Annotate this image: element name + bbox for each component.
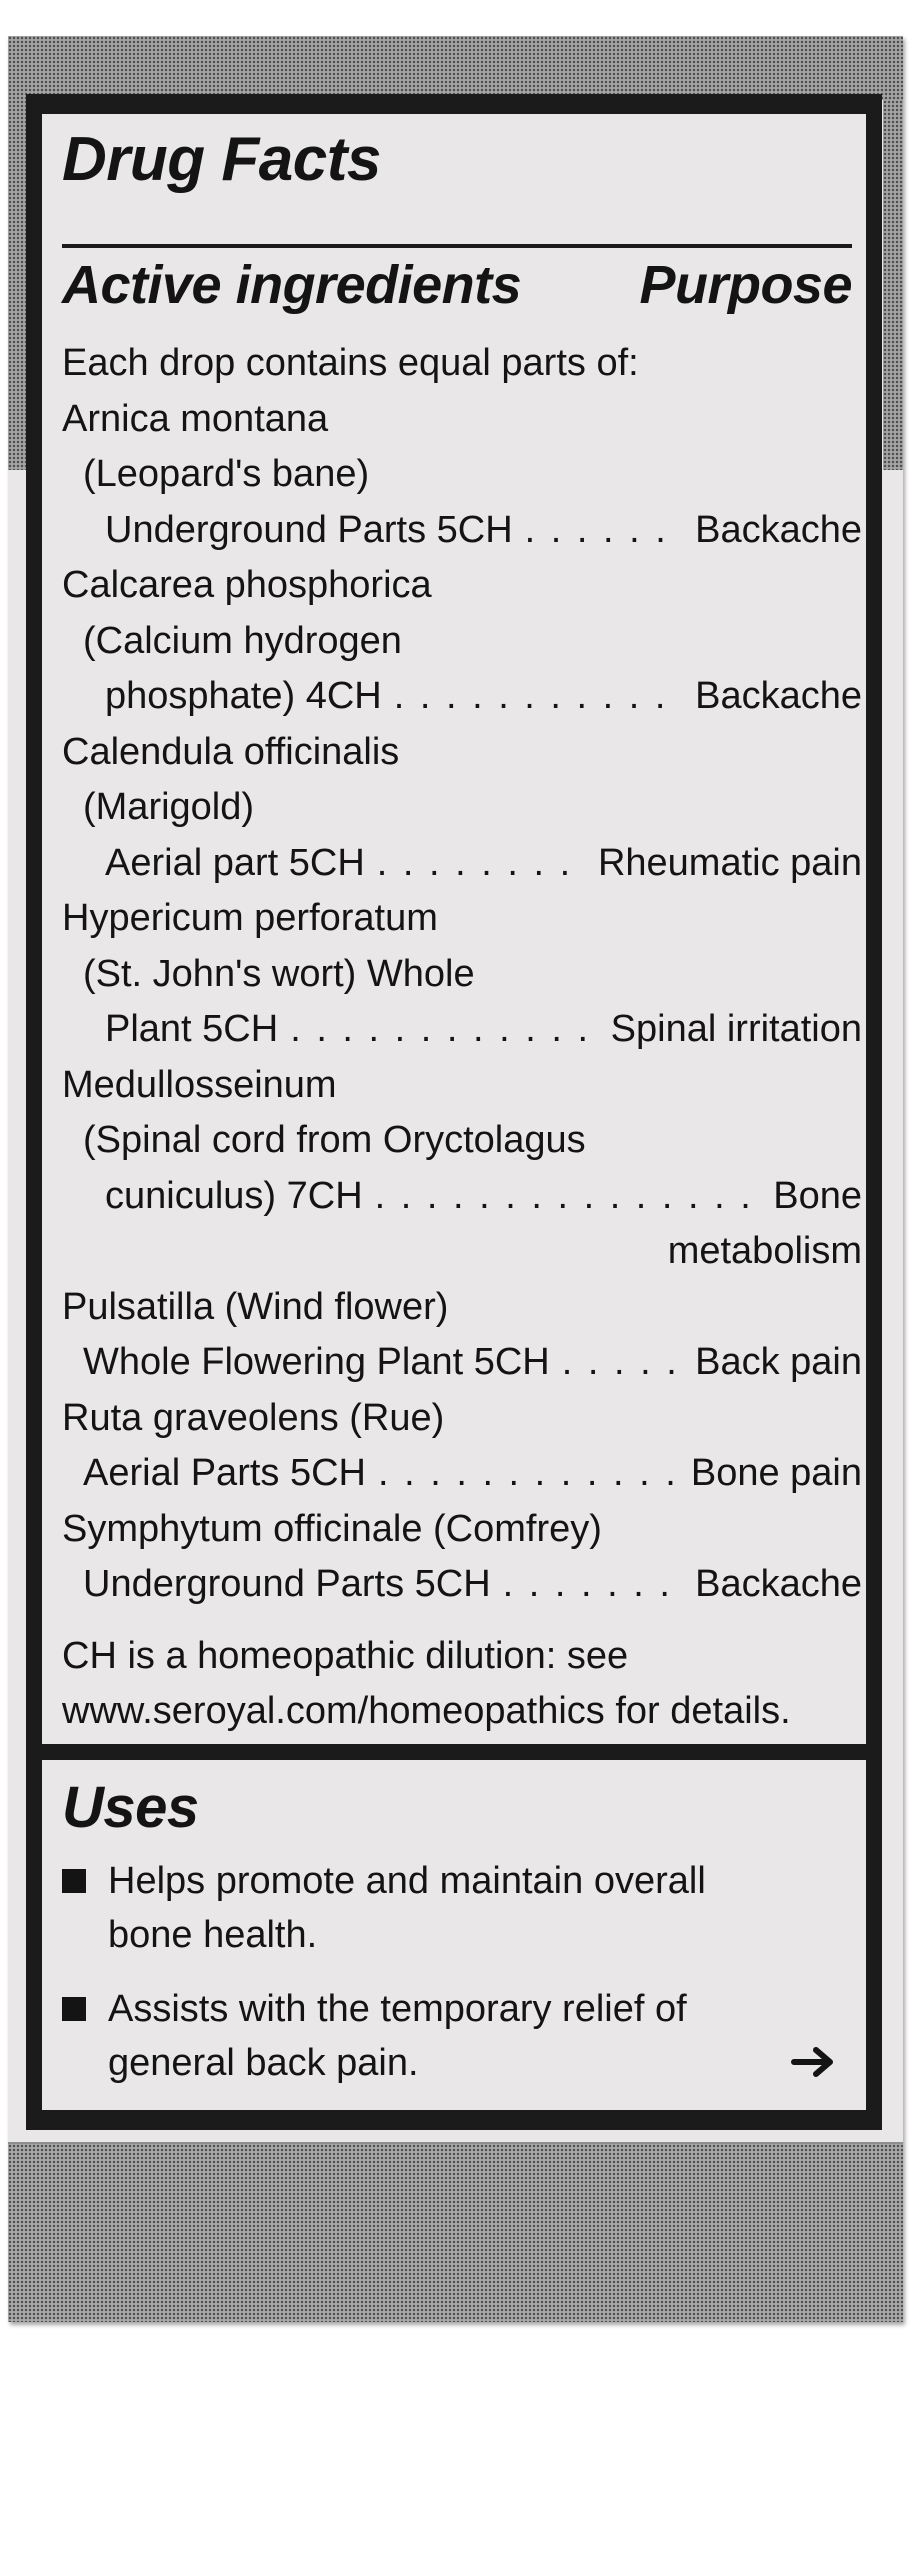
ingredient-dilution: Plant 5CH: [105, 1008, 279, 1050]
drug-facts-inner: [42, 114, 866, 2110]
square-bullet-icon: [62, 1997, 86, 2021]
ingredient-purpose: Bone: [773, 1174, 862, 1217]
product-box-panel: [8, 36, 903, 2322]
ingredient-row: [62, 1335, 862, 1391]
dilution-note-line-2: www.seroyal.com/homeopathics for details.: [62, 1690, 791, 1732]
ingredient-common-name: (Spinal cord from Oryctolagus: [83, 1119, 586, 1161]
ingredients-list: [62, 336, 862, 1740]
ingredient-row: [62, 1002, 862, 1058]
ingredient-purpose: Backache: [695, 675, 862, 717]
ingredient-name: Calendula officinalis: [62, 730, 400, 773]
drug-facts-panel: [26, 94, 882, 2130]
halftone-right-edge: [883, 100, 903, 470]
ingredient-common-name: (Calcium hydrogen: [83, 619, 402, 662]
drug-facts-title: Drug Facts: [62, 125, 381, 194]
dot-leader: [290, 1002, 596, 1058]
arrow-right-icon: [790, 2044, 838, 2080]
section-separator: [42, 1744, 866, 1760]
dot-leader: [562, 1335, 681, 1391]
ingredient-purpose: Bone pain: [690, 1452, 862, 1494]
ingredient-row: [62, 669, 862, 725]
ingredient-common-name: (Leopard's bane): [83, 453, 370, 495]
ingredient-common-name: (Marigold): [83, 786, 255, 828]
ingredient-common-name: (St. John's wort) Whole: [83, 952, 475, 995]
ingredient-dilution: Underground Parts 5CH: [83, 1563, 491, 1605]
ingredient-name: Ruta graveolens (Rue): [62, 1396, 445, 1439]
ingredient-name: Calcarea phosphorica: [62, 564, 432, 606]
purpose-heading: Purpose: [639, 255, 852, 315]
ingredient-purpose: Spinal irritation: [610, 1008, 862, 1050]
halftone-top-band: [8, 36, 903, 100]
uses-item-line: general back pain.: [108, 2042, 419, 2084]
uses-item-line: bone health.: [108, 1914, 318, 1956]
dot-leader: [375, 1169, 760, 1225]
dot-leader: [525, 503, 681, 559]
ingredient-purpose: Rheumatic pain: [597, 841, 862, 884]
dot-leader: [394, 669, 681, 725]
title-rule: [62, 244, 852, 248]
ingredient-row: [62, 503, 862, 559]
uses-item: [62, 1854, 852, 1962]
dot-leader: [378, 1446, 677, 1502]
halftone-bottom-band: [8, 2142, 903, 2322]
active-ingredients-heading: Active ingredients: [62, 255, 522, 315]
ingredient-dilution: Whole Flowering Plant 5CH: [83, 1341, 550, 1383]
column-headings: [62, 254, 852, 316]
uses-heading: Uses: [62, 1775, 199, 1840]
uses-list: [62, 1854, 852, 2110]
ingredient-dilution: phosphate) 4CH: [105, 675, 382, 717]
ingredient-name: Arnica montana: [62, 397, 329, 440]
ingredient-name: Medullosseinum: [62, 1063, 337, 1106]
spacer: [62, 1613, 862, 1623]
dilution-note-line-1: CH is a homeopathic dilution: see: [62, 1634, 629, 1677]
ingredient-row: [62, 1557, 862, 1613]
ingredient-name: Pulsatilla (Wind flower): [62, 1285, 449, 1328]
ingredient-row: [62, 836, 862, 892]
ingredient-row: [62, 1169, 862, 1225]
uses-item-line: Assists with the temporary relief of: [108, 1988, 687, 2030]
ingredient-purpose-continued: metabolism: [667, 1230, 862, 1272]
ingredient-dilution: cuniculus) 7CH: [105, 1174, 363, 1217]
ingredient-dilution: Underground Parts 5CH: [105, 508, 513, 551]
ingredient-row: [62, 1446, 862, 1502]
ingredient-name: Symphytum officinale (Comfrey): [62, 1507, 602, 1550]
uses-item: [62, 1982, 852, 2090]
ingredients-intro: Each drop contains equal parts of:: [62, 342, 639, 384]
uses-item-line: Helps promote and maintain overall: [108, 1860, 706, 1902]
ingredient-purpose: Backache: [695, 1563, 862, 1605]
dot-leader: [503, 1557, 681, 1613]
ingredient-name: Hypericum perforatum: [62, 897, 438, 939]
ingredient-purpose: Back pain: [695, 1341, 862, 1383]
halftone-left-edge: [8, 100, 28, 470]
ingredient-dilution: Aerial Parts 5CH: [83, 1452, 366, 1494]
dot-leader: [377, 836, 584, 892]
square-bullet-icon: [62, 1869, 86, 1893]
ingredient-dilution: Aerial part 5CH: [105, 841, 365, 884]
ingredient-purpose: Backache: [695, 508, 862, 551]
